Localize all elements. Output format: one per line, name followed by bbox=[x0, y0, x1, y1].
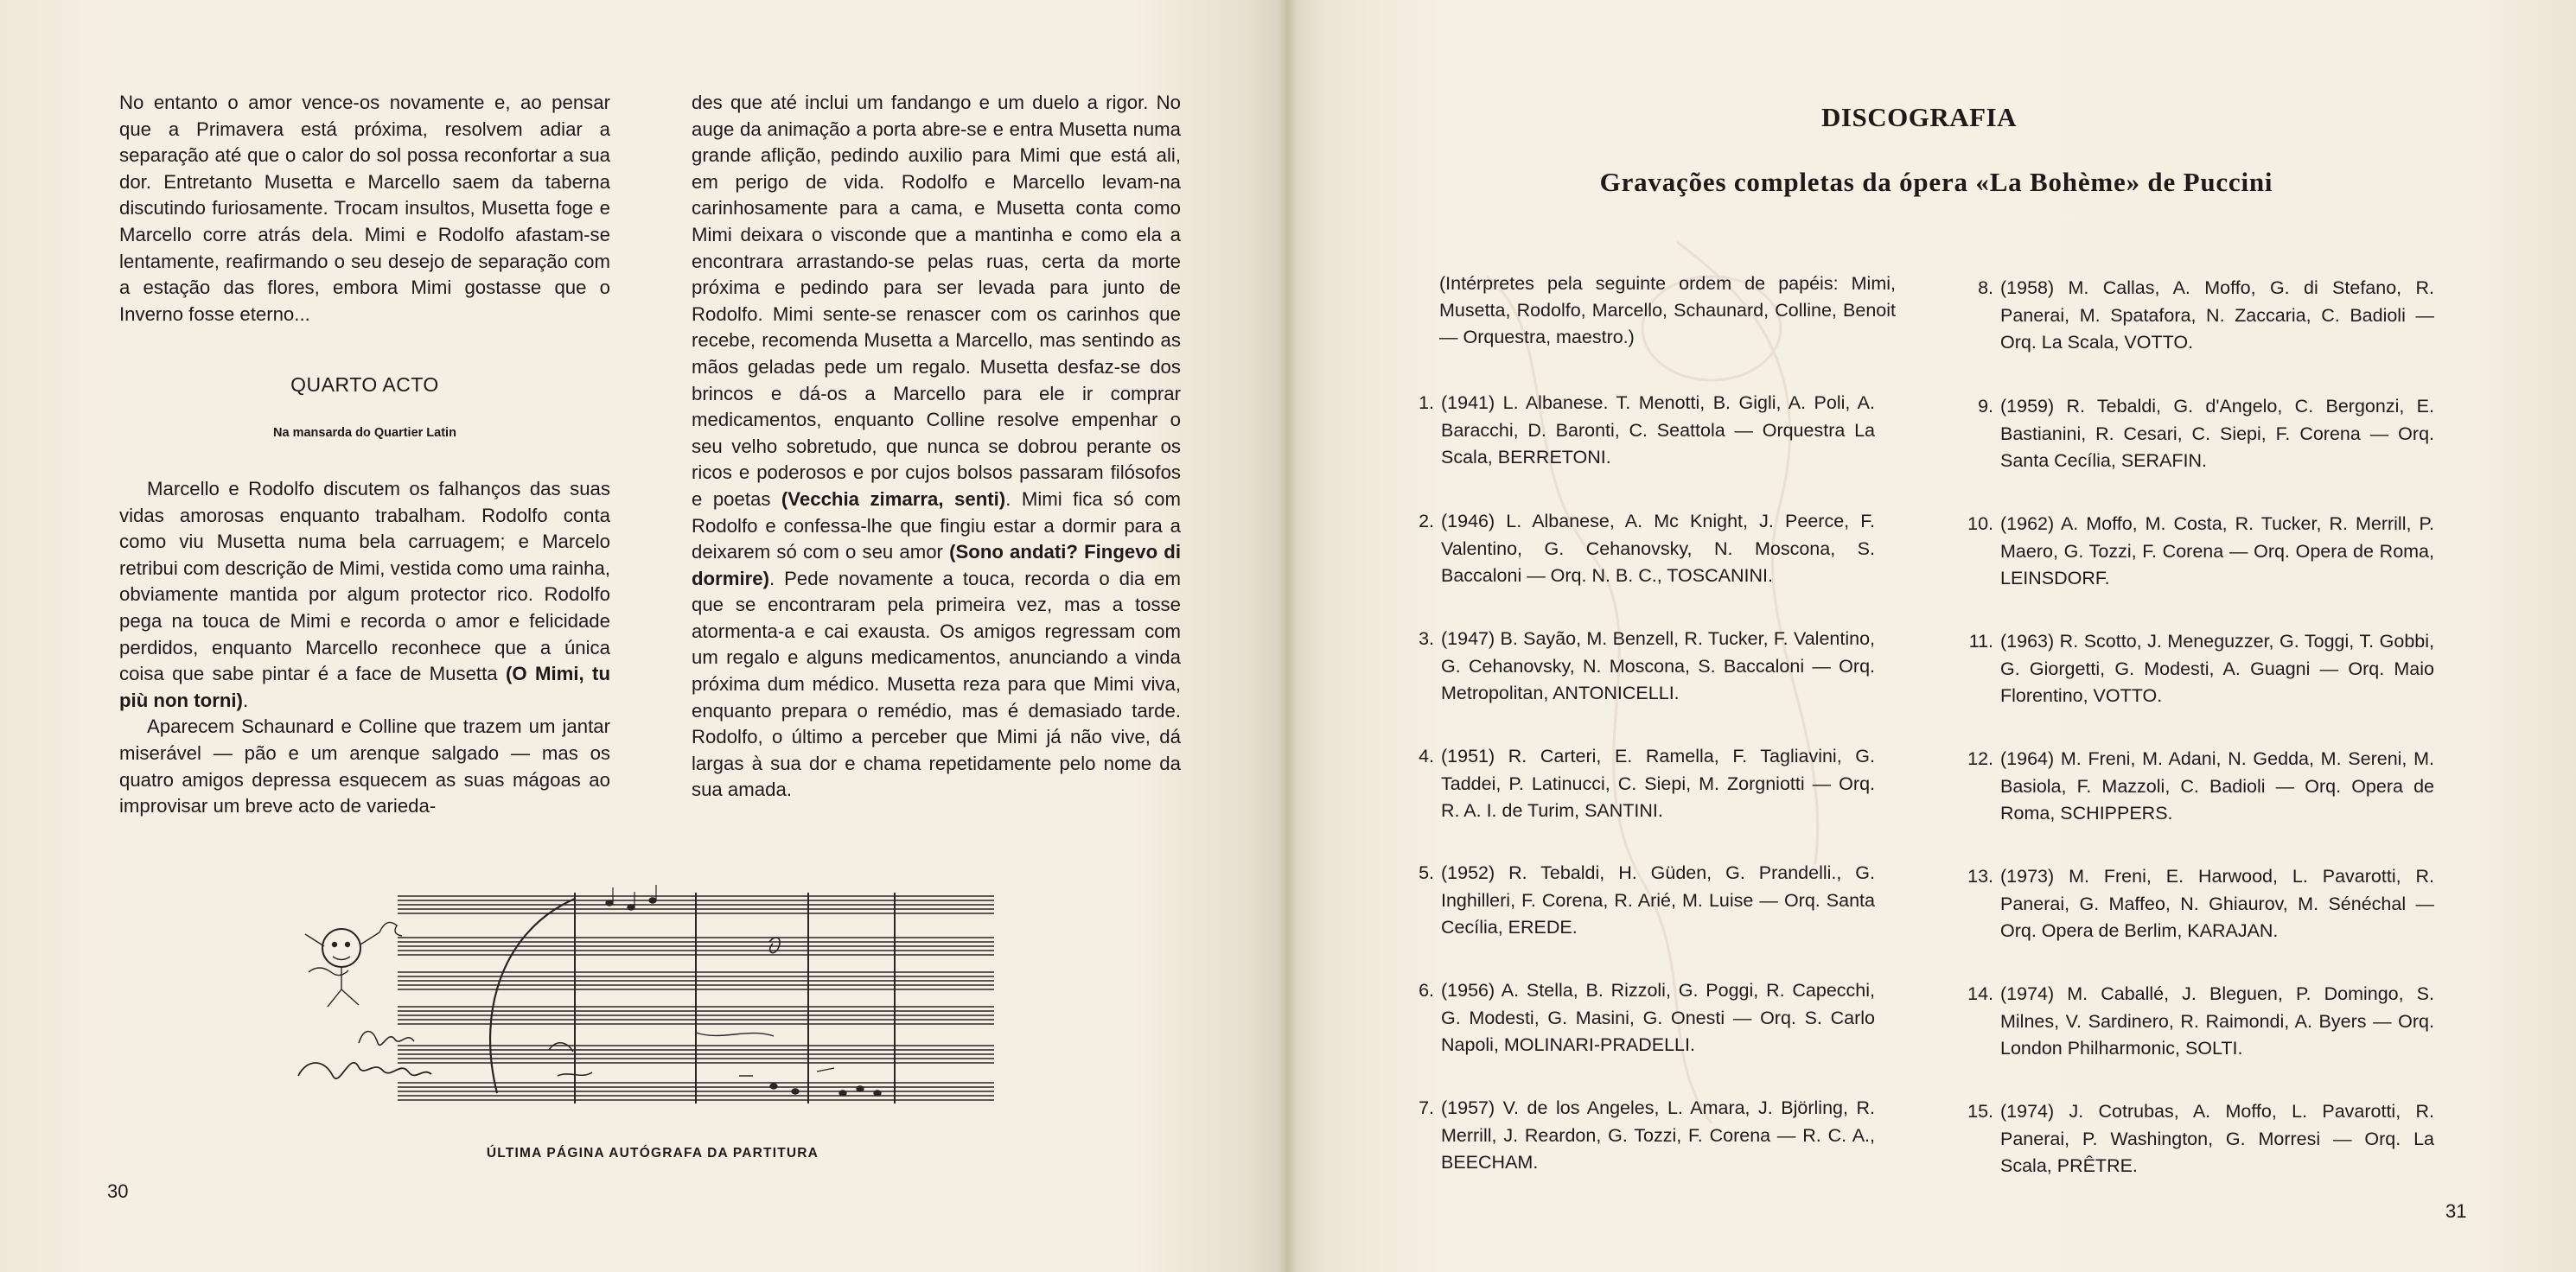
paragraph-text: . Mimi fica só com Rodolfo e confessa-lhe que fingiu estar a dormir para a deixarem só com o seu amor bbox=[692, 487, 1181, 563]
left-column-1 bbox=[119, 90, 610, 328]
entry-number: 6. bbox=[1419, 980, 1434, 1001]
right-page bbox=[1288, 0, 2576, 1272]
entry-number: 7. bbox=[1419, 1097, 1434, 1118]
entry-text: (1957) V. de los Angeles, L. Amara, J. Björling, R. Merrill, J. Reardon, G. Tozzi, F. Corena — R. C. A., BEECHAM. bbox=[1441, 1097, 1875, 1173]
discography-entry bbox=[1943, 511, 2434, 593]
paragraph-text: Marcello e Rodolfo discutem os falhanços das suas vidas amorosas enquanto trabalham. Rodolfo conta como viu Musetta numa bela carruagem; e Marcelo retribui com descrição de Mimi, vestida como uma rainha, obviamente mantida por algum protector rico. Rodolfo pega na touca de Mimi e recorda o amor e felicidade perdidos, enquanto Marcello reconhece que a única coisa que sabe pintar é a face de Musetta bbox=[119, 478, 610, 685]
entry-number: 10. bbox=[1967, 513, 1993, 534]
paragraph bbox=[119, 476, 610, 714]
entry-text: (1956) A. Stella, B. Rizzoli, G. Poggi, R. Capecchi, G. Modesti, G. Masini, G. Onesti — Orq. S. Carlo Napoli, MOLINARI-PRADELLI. bbox=[1441, 980, 1875, 1055]
discography-entry bbox=[1384, 860, 1875, 942]
discography-entry bbox=[1384, 626, 1875, 708]
roles-intro: (Intérpretes pela seguinte ordem de papéis: Mimi, Musetta, Rodolfo, Marcello, Schaunard, Colline, Benoit — Orquestra, maestro.) bbox=[1439, 273, 1896, 347]
entry-number: 14. bbox=[1967, 983, 1993, 1004]
discography-entry bbox=[1384, 1095, 1875, 1177]
act-subtitle: Na mansarda do Quartier Latin bbox=[273, 426, 456, 440]
discography-entry bbox=[1943, 863, 2434, 945]
entry-text: (1951) R. Carteri, E. Ramella, F. Tagliavini, G. Taddei, P. Latinucci, C. Siepi, M. Zorgniotti — Orq. R. A. I. de Turim, SANTINI. bbox=[1441, 746, 1875, 821]
paragraph-text: des que até inclui um fandango e um duelo a rigor. No auge da animação a porta abre-se e entra Musetta numa grande aflição, pedindo auxilio para Mimi que está ali, em perigo de vida. Rodolfo e Marcello levam-na carinhosamente para a cama, e Musetta conta como Mimi deixara o visconde que a mantinha e como ela a encontrara arrastando-se pelas ruas, certa da morte próxima e pedindo para ser levada para junto de Rodolfo. Mimi sente-se renascer com os carinhos que recebe, recomenda Musetta a Marcello, mas sentindo as mãos geladas pede um regalo. Musetta desfaz-se dos brincos e dá-os a Marcello para ele ir comprar medicamentos, enquanto Colline resolve empenhar o seu velho sobretudo, que nunca se dobrou perante os ricos e poderosos e por cujos bolsos passaram filósofos e poetas bbox=[692, 92, 1181, 510]
entry-number: 12. bbox=[1967, 748, 1993, 769]
entry-number: 9. bbox=[1978, 396, 1993, 417]
discography-entry bbox=[1384, 390, 1875, 472]
discography-entry bbox=[1943, 275, 2434, 357]
entry-number: 3. bbox=[1419, 628, 1434, 649]
paragraph-text: . Pede novamente a touca, recorda o dia em que se encontraram pela primeira vez, mas a tosse atormenta-a e cai exausta. Os amigos regressam com um regalo e alguns medicamentos, anunciando a vinda próxima dum médico. Musetta reza para que Mimi viva, enquanto prepara o remédio, mas é demasiado tarde. Rodolfo, o último a perceber que Mimi já não vive, dá largas à sua dor e chama repetidamente pelo nome da sua amada. bbox=[692, 567, 1181, 801]
entry-number: 15. bbox=[1967, 1101, 1993, 1122]
entry-text: (1973) M. Freni, E. Harwood, L. Pavarotti, R. Panerai, G. Maffeo, N. Ghiaurov, M. Sénéchal — Orq. Opera de Berlim, KARAJAN. bbox=[2000, 866, 2434, 941]
entry-text: (1964) M. Freni, M. Adani, N. Gedda, M. Sereni, M. Basiola, F. Mazzoli, C. Badioli — Orq. Opera de Roma, SCHIPPERS. bbox=[2000, 748, 2434, 824]
discography-entry bbox=[1943, 393, 2434, 475]
entry-text: (1962) A. Moffo, M. Costa, R. Tucker, R. Merrill, P. Maero, G. Tozzi, F. Corena — Orq. Opera de Roma, LEINSDORF. bbox=[2000, 513, 2434, 588]
entry-text: (1941) L. Albanese. T. Menotti, B. Gigli, A. Poli, A. Baracchi, D. Baronti, C. Seattola — Orquestra La Scala, BERRETONI. bbox=[1441, 392, 1875, 467]
act-title: QUARTO ACTO bbox=[290, 373, 439, 396]
entry-number: 1. bbox=[1419, 392, 1434, 413]
entry-number: 5. bbox=[1419, 862, 1434, 883]
entry-number: 13. bbox=[1967, 866, 1993, 887]
entry-text: (1946) L. Albanese, A. Mc Knight, J. Peerce, F. Valentino, G. Cehanovsky, N. Moscona, S. Baccaloni — Orq. N. B. C., TOSCANINI. bbox=[1441, 511, 1875, 586]
page-number-right: 31 bbox=[2445, 1200, 2467, 1222]
discography-subtitle: Gravações completas da ópera «La Bohème» de Puccini bbox=[1599, 167, 2273, 197]
aria-title: (Vecchia zimarra, senti) bbox=[781, 487, 1006, 510]
score-manuscript-image bbox=[290, 877, 998, 1123]
paragraph: Aparecem Schaunard e Colline que trazem um jantar miserável — pão e um arenque salgado — mas os quatro amigos depressa esquecem as suas mágoas ao improvisar um breve acto de varieda- bbox=[119, 716, 610, 817]
entry-number: 8. bbox=[1978, 277, 1993, 298]
entry-text: (1974) J. Cotrubas, A. Moffo, L. Pavarotti, R. Panerai, P. Washington, G. Morresi — Orq. La Scala, PRÊTRE. bbox=[2000, 1101, 2434, 1176]
book-gutter bbox=[1278, 0, 1298, 1272]
discography-entry bbox=[1384, 508, 1875, 590]
aria-title: (O Mimi, tu più non torni) bbox=[119, 663, 610, 711]
discography-entry bbox=[1943, 628, 2434, 710]
discography-entry bbox=[1943, 1098, 2434, 1180]
paragraph: No entanto o amor vence-os novamente e, ao pensar que a Primavera está próxima, resolvem adiar a separação até que o calor do sol possa reconfortar a sua dor. Entretanto Musetta e Marcello saem da taberna discutindo furiosamente. Trocam insultos, Musetta foge e Marcello corre atrás dela. Mimi e Rodolfo afastam-se lentamente, reafirmando o seu desejo de separação com a estação das flores, embora Mimi gostasse que o Inverno fosse eterno... bbox=[119, 92, 610, 325]
entry-text: (1974) M. Caballé, J. Bleguen, P. Domingo, S. Milnes, V. Sardinero, R. Raimondi, A. Byers — Orq. London Philharmonic, SOLTI. bbox=[2000, 983, 2434, 1059]
discography-entry bbox=[1384, 977, 1875, 1059]
entry-text: (1958) M. Callas, A. Moffo, G. di Stefano, R. Panerai, M. Spatafora, N. Zaccaria, C. Badioli — Orq. La Scala, VOTTO. bbox=[2000, 277, 2434, 353]
entry-text: (1947) B. Sayão, M. Benzell, R. Tucker, F. Valentino, G. Cehanovsky, N. Moscona, S. Baccaloni — Orq. Metropolitan, ANTONICELLI. bbox=[1441, 628, 1875, 703]
discography-entry bbox=[1943, 981, 2434, 1063]
entry-text: (1959) R. Tebaldi, G. d'Angelo, C. Bergonzi, E. Bastianini, R. Cesari, C. Siepi, F. Corena — Orq. Santa Cecília, SERAFIN. bbox=[2000, 396, 2434, 471]
entry-text: (1952) R. Tebaldi, H. Güden, G. Prandelli., G. Inghilleri, F. Corena, R. Arié, M. Luise — Orq. Santa Cecília, EREDE. bbox=[1441, 862, 1875, 938]
entry-number: 2. bbox=[1419, 511, 1434, 531]
left-column-1-continued bbox=[119, 476, 610, 820]
discography-entry bbox=[1384, 743, 1875, 825]
discography-entry bbox=[1943, 746, 2434, 828]
paragraph bbox=[692, 90, 1181, 804]
entry-text: (1963) R. Scotto, J. Meneguzzer, G. Toggi, T. Gobbi, G. Giorgetti, G. Modesti, A. Guagni — Orq. Maio Florentino, VOTTO. bbox=[2000, 631, 2434, 706]
entry-number: 11. bbox=[1968, 631, 1993, 652]
page-number-left: 30 bbox=[107, 1180, 129, 1202]
entry-number: 4. bbox=[1419, 746, 1434, 766]
score-caption: ÚLTIMA PÁGINA AUTÓGRAFA DA PARTITURA bbox=[486, 1146, 819, 1161]
discography-title: DISCOGRAFIA bbox=[1821, 102, 2017, 132]
paragraph-text: . bbox=[242, 689, 249, 711]
aria-title: (Sono andati? Fingevo di dormire) bbox=[692, 541, 1181, 589]
left-column-2 bbox=[692, 90, 1181, 804]
